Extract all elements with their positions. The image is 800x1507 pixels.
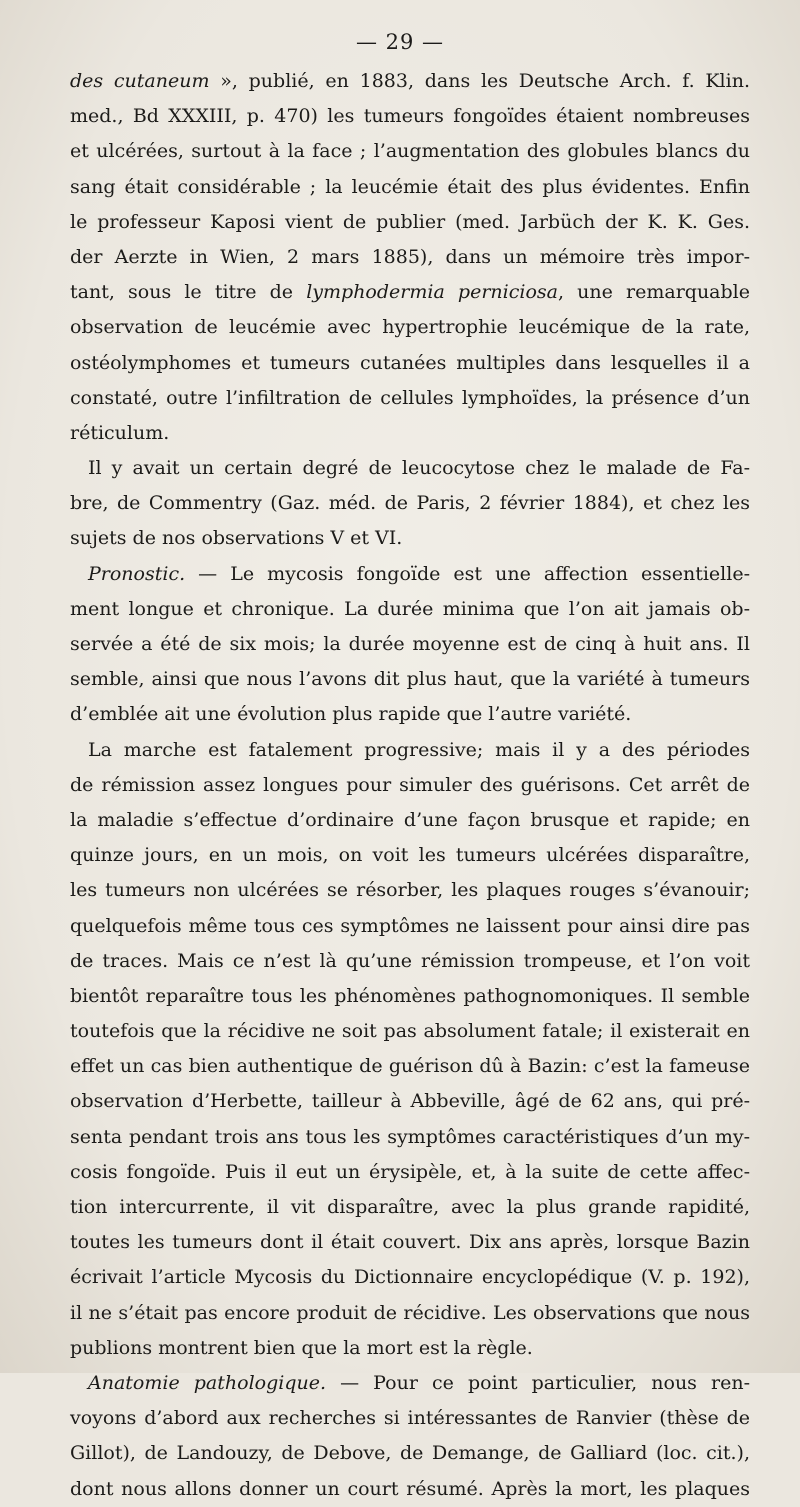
text-line (70, 838, 750, 873)
page-number: — 29 — (355, 30, 445, 54)
italic-text: lymphodermia perniciosa (306, 281, 558, 304)
text-span: de rémission assez longues pour simuler des guérisons. Cet arrêt de (70, 773, 750, 796)
text-line (70, 803, 750, 838)
text-line (70, 275, 750, 310)
text-line (70, 1225, 750, 1260)
text-line (70, 592, 750, 627)
text-line (70, 1014, 750, 1049)
text-line (70, 1190, 750, 1225)
text-line (70, 557, 750, 592)
text-line (70, 662, 750, 697)
italic-text: Anatomie pathologique. (88, 1371, 327, 1394)
text-span: med., Bd XXXIII, p. 470) les tumeurs fongoïdes étaient nombreuses (70, 105, 750, 128)
text-span: tant, sous le titre de (70, 281, 307, 304)
text-span: observation de leucémie avec hypertrophie leucémique de la rate, (70, 316, 750, 339)
text-span: ostéolymphomes et tumeurs cutanées multiples dans lesquelles il a (70, 351, 750, 374)
text-line (70, 944, 750, 979)
text-span: sang était considérable ; la leucémie était des plus évidentes. Enfin (70, 175, 750, 198)
text-span: quelquefois même tous ces symptômes ne laissent pour ainsi dire pas (70, 914, 750, 937)
text-line (70, 486, 750, 521)
text-span: d’emblée ait une évolution plus rapide que l’autre variété. (70, 703, 632, 726)
text-line (70, 1331, 750, 1366)
text-line (70, 1084, 750, 1119)
text-span: bre, de Commentry (Gaz. méd. de Paris, 2 février 1884), et chez les (70, 492, 750, 515)
text-line (70, 99, 750, 134)
text-span: », publié, en 1883, dans les Deutsche Arch. f. Klin. (209, 70, 750, 92)
text-span: La marche est fatalement progressive; mais il y a des périodes (88, 738, 750, 761)
text-span: sujets de nos observations V et VI. (70, 527, 403, 550)
text-span: les tumeurs non ulcérées se résorber, les plaques rouges s’évanouir; (70, 879, 750, 902)
text-line (70, 416, 750, 451)
text-span: il ne s’était pas encore produit de récidive. Les observations que nous (70, 1301, 750, 1324)
text-span: Gillot), de Landouzy, de Debove, de Demange, de Galliard (loc. cit.), (70, 1442, 750, 1465)
text-span: écrivait l’article Mycosis du Dictionnaire encyclopédique (V. p. 192), (70, 1266, 750, 1289)
text-span: de traces. Mais ce n’est là qu’une rémission trompeuse, et l’on voit (70, 949, 750, 972)
text-span: le professeur Kaposi vient de publier (med. Jarbüch der K. K. Ges. (70, 210, 750, 233)
text-span: effet un cas bien authentique de guérison dû à Bazin: c’est la fameuse (70, 1055, 750, 1078)
text-span: publions montrent bien que la mort est la règle. (70, 1336, 533, 1359)
text-span: toutes les tumeurs dont il était couvert. Dix ans après, lorsque Bazin (70, 1231, 750, 1254)
text-line (70, 1155, 750, 1190)
text-line (70, 627, 750, 662)
text-line (70, 1472, 750, 1507)
text-span: bientôt reparaître tous les phénomènes pathognomoniques. Il semble (70, 984, 750, 1007)
text-line (70, 521, 750, 556)
text-span: — Le mycosis fongoïde est une affection essentielle- (185, 562, 750, 585)
text-line (70, 1049, 750, 1084)
text-span: cosis fongoïde. Puis il eut un érysipèle, et, à la suite de cette affec- (70, 1160, 750, 1183)
text-span: constaté, outre l’infiltration de cellules lymphoïdes, la présence d’un (70, 386, 750, 409)
text-span: voyons d’abord aux recherches si intéressantes de Ranvier (thèse de (70, 1407, 750, 1430)
text-line (70, 451, 750, 486)
italic-text: des cutaneum (70, 70, 210, 92)
text-span: semble, ainsi que nous l’avons dit plus haut, que la variété à tumeurs (70, 668, 750, 691)
text-line (70, 1296, 750, 1331)
text-line (70, 1401, 750, 1436)
text-span: ment longue et chronique. La durée minima que l’on ait jamais ob- (70, 597, 750, 620)
text-line (70, 310, 750, 345)
text-line (70, 64, 750, 99)
text-span: réticulum. (70, 421, 170, 444)
text-span: dont nous allons donner un court résumé. Après la mort, les plaques (70, 1477, 750, 1500)
text-line (70, 1436, 750, 1471)
text-line (70, 1366, 750, 1401)
text-line (70, 768, 750, 803)
text-line (70, 134, 750, 169)
text-span: toutefois que la récidive ne soit pas absolument fatale; il existerait en (70, 1020, 750, 1043)
text-span: senta pendant trois ans tous les symptômes caractéristiques d’un my- (70, 1125, 750, 1148)
text-span: et ulcérées, surtout à la face ; l’augmentation des globules blancs du (70, 140, 750, 163)
text-span: quinze jours, en un mois, on voit les tumeurs ulcérées disparaître, (70, 844, 750, 867)
text-line (70, 1260, 750, 1295)
text-span: — Pour ce point particulier, nous ren- (326, 1371, 750, 1394)
text-line (70, 346, 750, 381)
italic-text: Pronostic. (88, 562, 186, 585)
text-span: la maladie s’effectue d’ordinaire d’une façon brusque et rapide; en (70, 808, 750, 831)
text-line (70, 733, 750, 768)
text-span: tion intercurrente, il vit disparaître, avec la plus grande rapidité, (70, 1196, 750, 1218)
text-span: servée a été de six mois; la durée moyenne est de cinq à huit ans. Il (70, 633, 750, 655)
text-line (70, 697, 750, 732)
text-line (70, 205, 750, 240)
text-line (70, 170, 750, 205)
text-line (70, 381, 750, 416)
text-line (70, 240, 750, 275)
text-line (70, 1120, 750, 1155)
text-line (70, 979, 750, 1014)
text-span: der Aerzte in Wien, 2 mars 1885), dans un mémoire très impor- (70, 245, 750, 268)
body-text (70, 64, 750, 1507)
text-line (70, 909, 750, 944)
text-line (70, 873, 750, 908)
text-span: Il y avait un certain degré de leucocytose chez le malade de Fa- (88, 457, 750, 480)
text-span: observation d’Herbette, tailleur à Abbeville, âgé de 62 ans, qui pré- (70, 1090, 750, 1113)
text-span: , une remarquable (557, 281, 750, 304)
